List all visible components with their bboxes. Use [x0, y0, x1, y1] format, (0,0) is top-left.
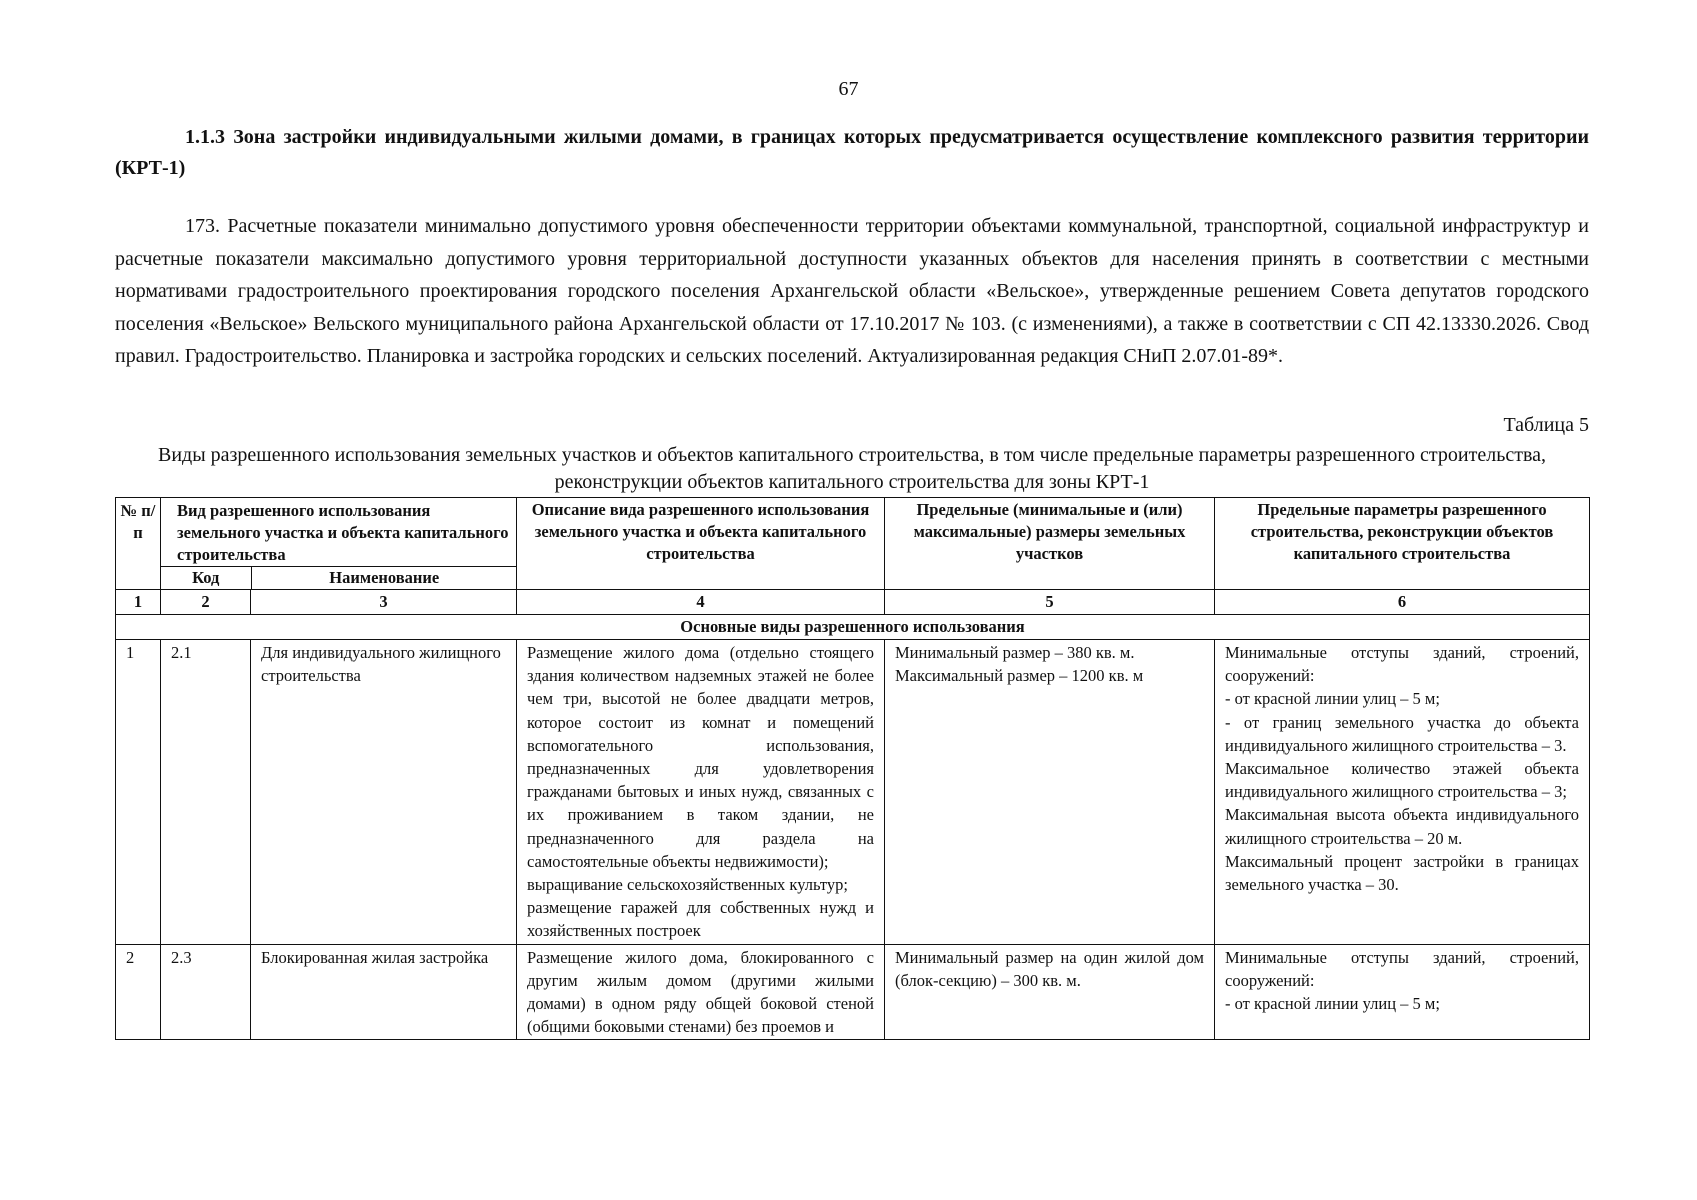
header-params: Предельные параметры разрешенного строительства, реконструкции объектов капитального строительства — [1215, 498, 1590, 590]
header-sizes: Предельные (минимальные и (или) максимальные) размеры земельных участков — [885, 498, 1215, 590]
row-description: Размещение жилого дома (отдельно стоящего здания количеством надземных этажей не более чем три, высотой не более двадцати метров, которое состоит из комнат и помещений вспомогательного использования, предназначенных для удовлетворения гражданами бытовых и иных нужд, связанных с их проживанием в таком здании, не предназначенного для раздела на самостоятельные объекты недвижимости); выращивание сельскохозяйственных культур; размещение гаражей для собственных нужд и хозяйственных построек — [517, 640, 885, 945]
table-header-row — [116, 498, 1590, 590]
header-vid-label: Вид разрешенного использования земельного участка и объекта капитального строительства — [161, 498, 517, 567]
section-row — [116, 615, 1590, 640]
row-code: 2.1 — [161, 640, 251, 945]
col-number: 2 — [161, 590, 251, 615]
col-number: 1 — [116, 590, 161, 615]
row-num: 2 — [116, 944, 161, 1040]
column-number-row — [116, 590, 1590, 615]
body-paragraph: 173. Расчетные показатели минимально допустимого уровня обеспеченности территории объектами коммунальной, транспортной, социальной инфраструктур и расчетные показатели максимально допустимого уровня территориальной доступности указанных объектов для населения принять в соответствии с местными нормативами градостроительного проектирования городского поселения Архангельской области «Вельское», утвержденные решением Совета депутатов городского поселения «Вельское» Вельского муниципального района Архангельской области от 17.10.2017 № 103. (с изменениями), а также в соответствии с СП 42.13330.2026. Свод правил. Градостроительство. Планировка и застройка городских и сельских поселений. Актуализированная редакция СНиП 2.07.01-89*. — [115, 215, 1589, 367]
col-number: 3 — [251, 590, 517, 615]
table-label: Таблица 5 — [1503, 414, 1589, 436]
header-description: Описание вида разрешенного использования земельного участка и объекта капитального строительства — [517, 498, 885, 590]
row-params: Минимальные отступы зданий, строений, сооружений: - от красной линии улиц – 5 м; - от границ земельного участка до объекта индивидуального жилищного строительства – 3. Максимальное количество этажей объекта индивидуального жилищного строительства – 3; Максимальная высота объекта индивидуального жилищного строительства – 20 м. Максимальный процент застройки в границах земельного участка – 30. — [1215, 640, 1590, 945]
table-row — [116, 944, 1590, 1040]
page-number: 67 — [838, 78, 859, 100]
header-code: Код — [161, 567, 251, 590]
col-number: 6 — [1215, 590, 1590, 615]
header-vid-group — [161, 498, 517, 590]
row-description: Размещение жилого дома, блокированного с другим жилым домом (другими жилыми домами) в одном ряду общей боковой стеной (общими боковыми стенами) без проемов и — [517, 944, 885, 1040]
header-num: № п/п — [116, 498, 161, 590]
section-heading: 1.1.3 Зона застройки индивидуальными жилыми домами, в границах которых предусматривается осуществление комплексного развития территории (КРТ-1) — [115, 126, 1589, 179]
row-code: 2.3 — [161, 944, 251, 1040]
row-name: Для индивидуального жилищного строительства — [251, 640, 517, 945]
regulation-table — [115, 497, 1590, 1040]
table-caption: Виды разрешенного использования земельных участков и объектов капитального строительства, в том числе предельные параметры разрешенного строительства, реконструкции объектов капитального строительства для зоны КРТ-1 — [157, 444, 1547, 493]
col-number: 4 — [517, 590, 885, 615]
row-params: Минимальные отступы зданий, строений, сооружений: - от красной линии улиц – 5 м; — [1215, 944, 1590, 1040]
header-name: Наименование — [329, 568, 440, 587]
table-row — [116, 640, 1590, 945]
row-sizes: Минимальный размер – 380 кв. м. Максимальный размер – 1200 кв. м — [885, 640, 1215, 945]
section-title: Основные виды разрешенного использования — [116, 615, 1590, 640]
row-sizes: Минимальный размер на один жилой дом (блок-секцию) – 300 кв. м. — [885, 944, 1215, 1040]
row-name: Блокированная жилая застройка — [251, 944, 517, 1040]
col-number: 5 — [885, 590, 1215, 615]
row-num: 1 — [116, 640, 161, 945]
